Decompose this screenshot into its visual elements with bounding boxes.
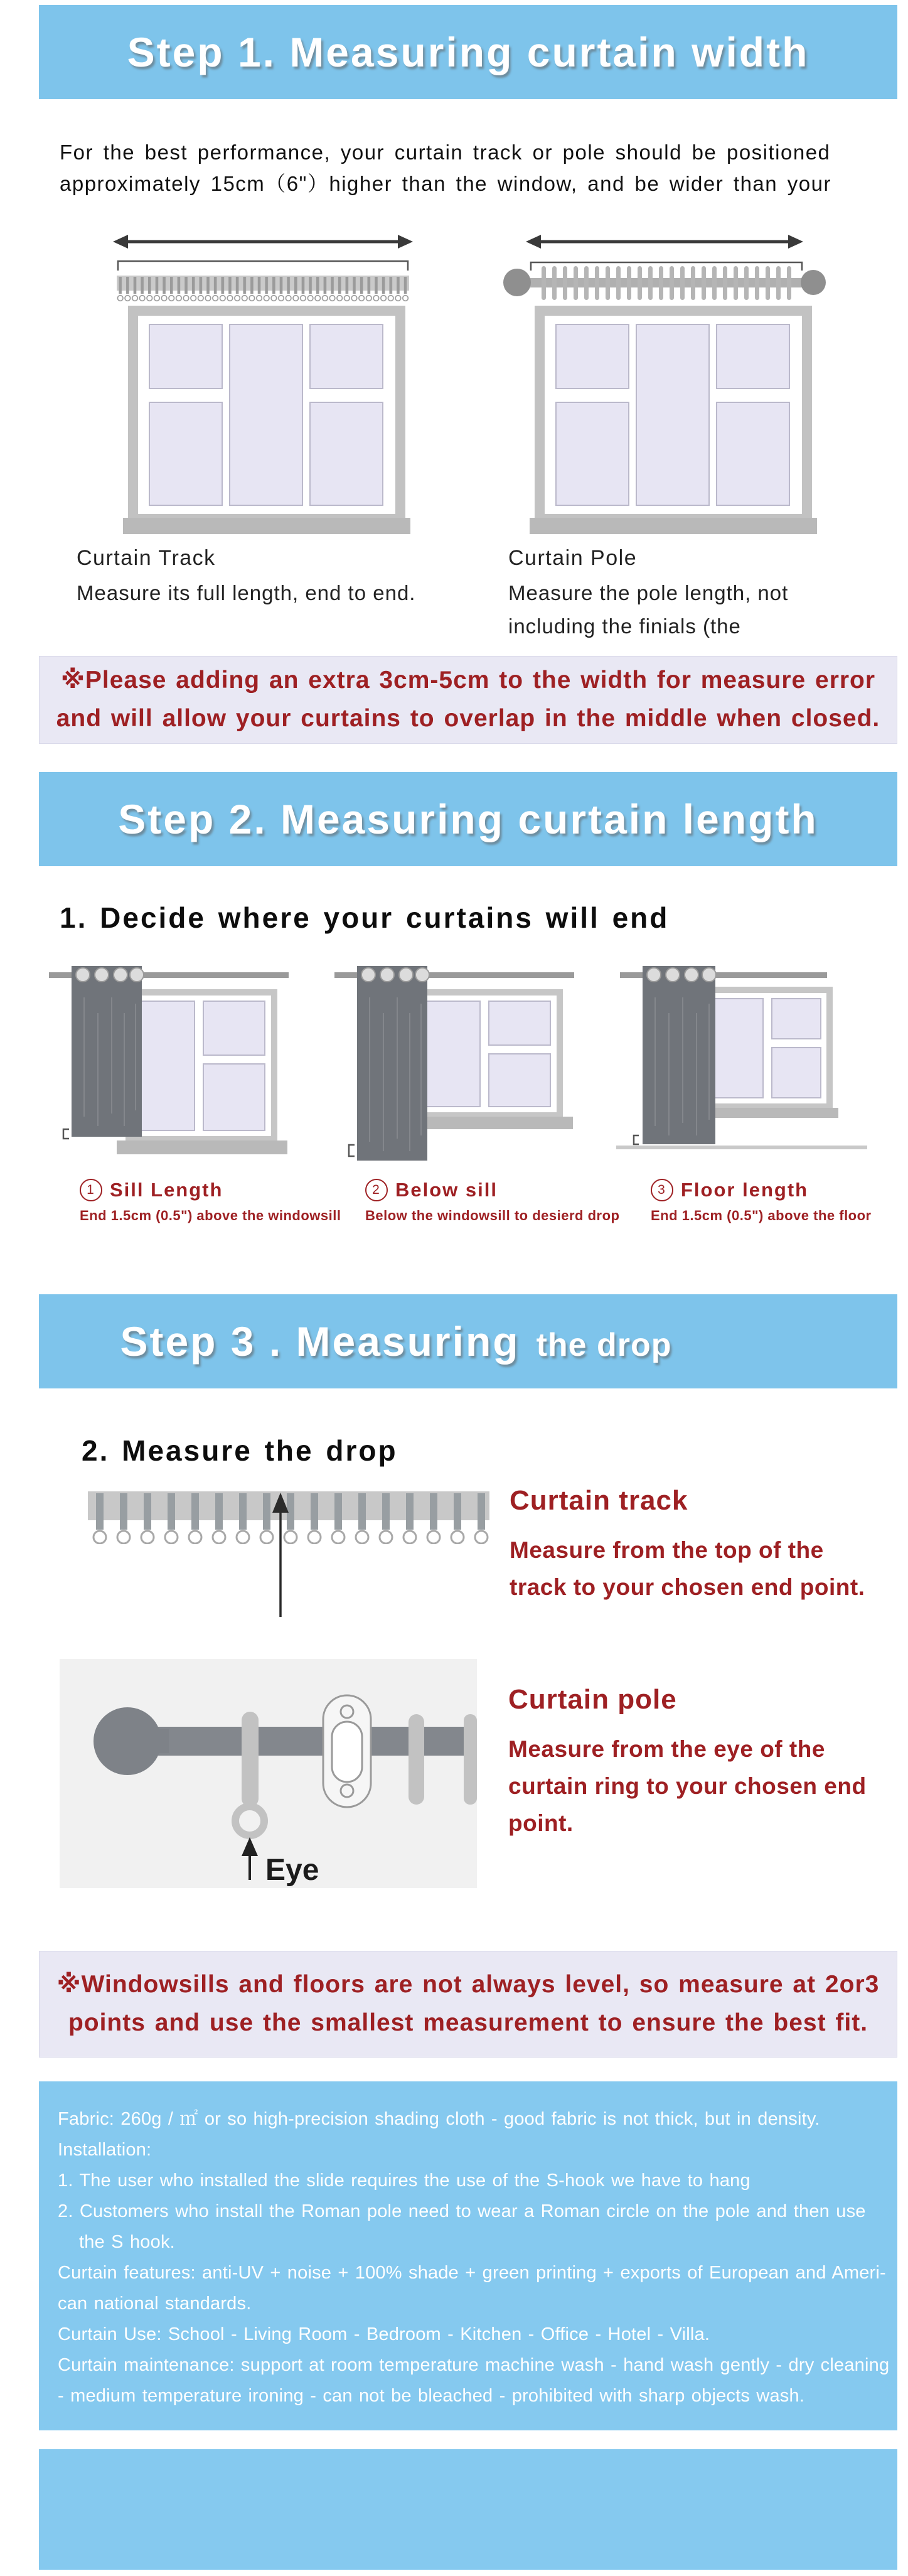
step2-banner-title: Step 2. Measuring curtain length	[118, 795, 818, 842]
curtain-pole-caption	[508, 546, 885, 643]
track-measure-row	[70, 1485, 908, 1620]
option1-number-icon: 1	[80, 1179, 102, 1201]
double-arrow-icon	[526, 235, 803, 249]
info-install-2b: the S hook.	[79, 2231, 175, 2252]
curtain-measuring-guide	[0, 5, 908, 2576]
curtain-pole-caption-line1: Measure the pole length, not	[508, 581, 789, 604]
pole-measure-line3: point.	[508, 1810, 574, 1836]
curtain-pole-caption-line2: including the finials (the	[508, 614, 741, 638]
curtain-pole-measure-text	[508, 1684, 867, 1888]
curtain-pole-graphic	[503, 266, 826, 301]
curtain-track-caption-title: Curtain Track	[77, 546, 216, 570]
below-sill-caption	[365, 1178, 620, 1224]
curtain-track-caption-body: Measure its full length, end to end.	[77, 581, 416, 604]
info-installation: Installation:	[58, 2139, 152, 2160]
curtain-pole-measure-title: Curtain pole	[508, 1683, 677, 1715]
floor-length-diagram	[616, 953, 867, 1167]
option2-number-icon: 2	[365, 1179, 388, 1201]
below-sill-diagram	[331, 953, 582, 1167]
pole-drop-diagram	[60, 1659, 477, 1888]
curtain-track-measure-title: Curtain track	[510, 1484, 688, 1516]
option2-title: Below sill	[395, 1178, 498, 1201]
curtain-pole-caption-title: Curtain Pole	[508, 546, 638, 570]
option3-description: End 1.5cm (0.5") above the floor	[651, 1207, 872, 1223]
option-sill-length	[45, 953, 341, 1224]
gap-bracket-icon	[63, 1129, 69, 1139]
drop-note-line2: points and use the smallest measurement to ensure the best fit.	[68, 2009, 868, 2036]
window-graphic	[123, 311, 410, 534]
info-features: Curtain features: anti-UV + noise + 100% shade + green printing + exports of European and Ameri-	[58, 2262, 886, 2283]
drop-note-line1: ※Windowsills and floors are not always level, so measure at 2or3	[56, 1971, 880, 1999]
curtain-length-options	[45, 953, 908, 1224]
gap-bracket-icon	[349, 1145, 355, 1156]
drop-measure-note	[39, 1951, 897, 2058]
option3-title: Floor length	[681, 1178, 809, 1201]
up-arrow-icon	[272, 1493, 289, 1617]
floor-length-caption	[651, 1178, 872, 1224]
window-graphic	[402, 992, 573, 1129]
curtain-track-caption	[77, 546, 508, 643]
option-below-sill	[331, 953, 620, 1224]
track-measure-line1: Measure from the top of the	[510, 1537, 824, 1563]
windowsill-graphic	[117, 1140, 287, 1154]
curtain-ring-icon	[464, 1714, 477, 1805]
sill-length-diagram	[45, 953, 296, 1167]
curtain-graphic	[643, 966, 716, 1144]
curtain-graphic	[72, 966, 144, 1137]
curtain-track-window-diagram	[63, 218, 420, 535]
window-graphic	[117, 992, 287, 1154]
step3-banner	[39, 1294, 897, 1388]
width-note-line2: and will allow your curtains to overlap in the middle when closed.	[56, 704, 880, 732]
step2-heading: 1. Decide where your curtains will end	[60, 901, 670, 934]
width-measuring-diagrams	[63, 218, 908, 535]
width-note-line1: ※Please adding an extra 3cm-5cm to the width for measure error	[60, 667, 876, 694]
bottom-decorative-block	[39, 2449, 897, 2570]
track-drop-diagram	[70, 1485, 503, 1620]
windowsill-graphic	[123, 518, 410, 534]
pole-measure-line1: Measure from the eye of the	[508, 1736, 825, 1762]
curtain-track-graphic	[88, 1491, 489, 1544]
info-fabric: Fabric: 260g / ㎡ or so high-precision shading cloth - good fabric is not thick, but in density.	[58, 2108, 820, 2129]
width-measure-note	[39, 656, 897, 744]
step1-intro-paragraph	[60, 137, 908, 199]
step1-intro-line1: For the best performance, your curtain track or pole should be positioned	[60, 141, 831, 164]
floor-line-graphic	[616, 1146, 867, 1149]
step1-banner-title: Step 1. Measuring curtain width	[127, 29, 809, 75]
curtain-ring-icon	[409, 1714, 424, 1805]
option1-title: Sill Length	[110, 1178, 223, 1201]
info-maintenance-2: - medium temperature ironing - can not be bleached - prohibited with sharp objects wash.	[58, 2385, 805, 2406]
option-floor-length	[616, 953, 872, 1224]
windowsill-graphic	[695, 1108, 838, 1118]
finial-icon	[93, 1707, 161, 1775]
product-info-section	[39, 2081, 897, 2430]
pole-measure-line2: curtain ring to your chosen end	[508, 1773, 867, 1799]
curtain-track-graphic	[117, 276, 409, 304]
step1-banner	[39, 5, 897, 99]
option1-description: End 1.5cm (0.5") above the windowsill	[80, 1207, 341, 1223]
info-install-1: 1. The user who installed the slide requires the use of the S-hook we have to hang	[58, 2170, 750, 2191]
curtain-track-measure-text	[510, 1485, 865, 1620]
step1-intro-line2: approximately 15cm（6"）higher than the window, and be wider than your	[60, 171, 831, 195]
curtain-pole-window-diagram	[469, 218, 827, 535]
window-graphic	[695, 990, 838, 1118]
wall-bracket-icon	[323, 1695, 371, 1807]
diagram-captions	[77, 546, 908, 643]
windowsill-graphic	[530, 518, 817, 534]
gap-bracket-icon	[634, 1135, 639, 1144]
window-graphic	[530, 311, 817, 534]
windowsill-graphic	[402, 1117, 573, 1129]
info-use: Curtain Use: School - Living Room - Bedroom - Kitchen - Office - Hotel - Villa.	[58, 2324, 710, 2344]
measure-bracket-icon	[118, 261, 408, 271]
info-features-2: can national standards.	[58, 2293, 252, 2314]
double-arrow-icon	[113, 235, 413, 249]
curtain-graphic	[357, 966, 429, 1161]
finial-right-icon	[801, 270, 826, 295]
step2-banner	[39, 772, 897, 866]
step3-heading: 2. Measure the drop	[82, 1434, 398, 1467]
info-install-2: 2. Customers who install the Roman pole need to wear a Roman circle on the pole and then use	[58, 2201, 866, 2221]
finial-left-icon	[503, 269, 531, 296]
track-measure-line2: track to your chosen end point.	[510, 1574, 865, 1600]
info-maintenance: Curtain maintenance: support at room temperature machine wash - hand wash gently - dry cleaning	[58, 2354, 890, 2375]
option3-number-icon: 3	[651, 1179, 673, 1201]
step3-banner-title: Step 3 . Measuring	[120, 1318, 520, 1365]
option2-description: Below the windowsill to desierd drop	[365, 1207, 620, 1223]
sill-length-caption	[80, 1178, 341, 1224]
eye-label: Eye	[265, 1853, 319, 1887]
pole-measure-row	[60, 1659, 908, 1888]
step3-banner-subtitle: the drop	[536, 1326, 672, 1363]
